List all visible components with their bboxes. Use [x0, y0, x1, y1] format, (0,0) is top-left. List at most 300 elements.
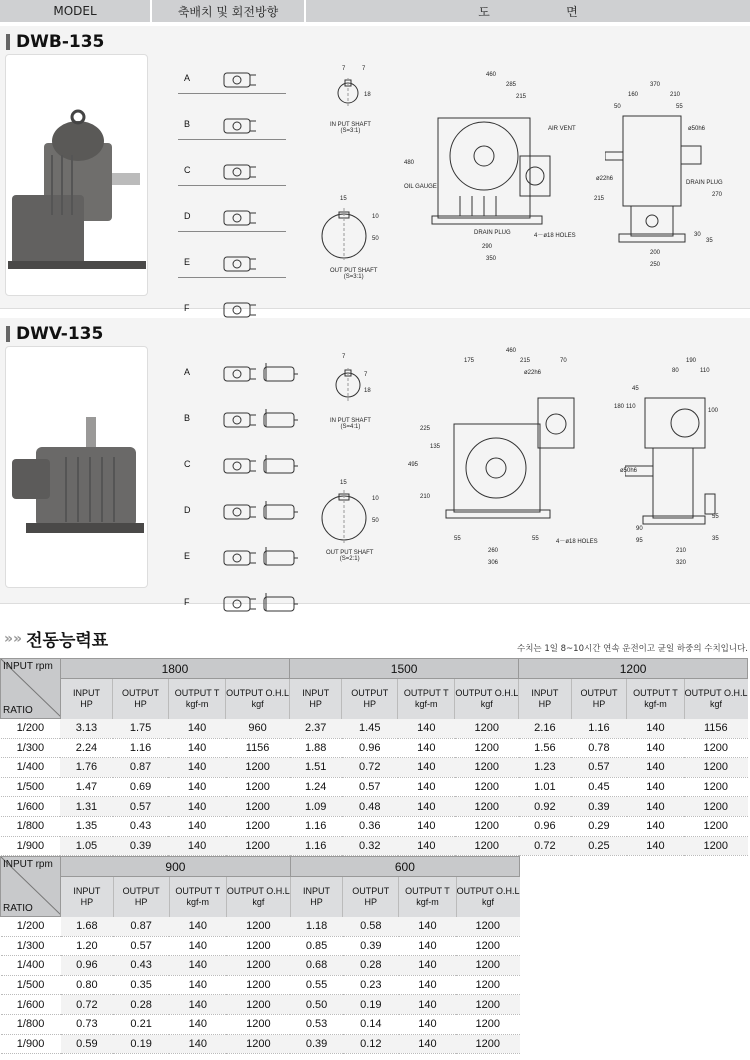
- table-cell: 1.16: [113, 738, 169, 758]
- table-row: [1, 975, 520, 995]
- dim: 210: [420, 494, 431, 500]
- table-cell: 0.48: [342, 797, 398, 817]
- ratio-cell: 1/600: [1, 797, 61, 817]
- arrangement-diagram: [220, 543, 300, 573]
- table-cell: 1200: [226, 1034, 290, 1054]
- rpm-group-header: 1200: [519, 659, 748, 679]
- table-cell: 1200: [226, 917, 290, 937]
- dim: 80: [672, 368, 679, 374]
- dwb-photo: [5, 54, 148, 296]
- dim: 15: [340, 480, 347, 486]
- table-cell: 140: [169, 995, 226, 1015]
- table-cell: 0.69: [113, 777, 169, 797]
- dim: 7: [342, 354, 346, 360]
- power-title: »» 전동능력표: [4, 630, 109, 651]
- dim: 35: [712, 536, 719, 542]
- dwv-front-view-drawing: [430, 368, 590, 548]
- table-cell: 0.32: [342, 836, 398, 856]
- dim: 10: [372, 496, 379, 502]
- table-cell: 0.72: [342, 758, 398, 778]
- dim: 200: [650, 250, 661, 256]
- column-subheader: OUTPUT HP: [113, 679, 169, 719]
- table-cell: 0.25: [571, 836, 627, 856]
- dim: 215: [516, 94, 527, 100]
- corner-top-label: INPUT rpm: [3, 859, 53, 870]
- note: OIL GAUGE: [404, 184, 437, 190]
- table-cell: 0.14: [343, 1014, 399, 1034]
- column-subheader: OUTPUT T kgf-m: [169, 877, 226, 917]
- arrangement-diagram: [220, 111, 260, 141]
- dwb-title: DWB-135: [6, 32, 104, 52]
- table-cell: 0.87: [113, 917, 169, 937]
- power-note: 수치는 1일 8~10시간 연속 운전이고 균일 하중의 수치입니다.: [516, 644, 748, 654]
- dim: ø22h6: [524, 370, 542, 376]
- table-cell: 0.87: [113, 758, 169, 778]
- table-cell: 0.59: [61, 1034, 114, 1054]
- dim: 35: [706, 238, 713, 244]
- ratio-cell: 1/900: [1, 836, 61, 856]
- table-cell: 0.39: [571, 797, 627, 817]
- ratio-cell: 1/600: [1, 995, 61, 1015]
- table-cell: 1200: [226, 758, 290, 778]
- dim: 55: [712, 514, 719, 520]
- table-cell: 2.24: [60, 738, 112, 758]
- dwb-front-view-drawing: [420, 76, 580, 276]
- dim: 210: [676, 548, 687, 554]
- table-cell: 1.05: [60, 836, 112, 856]
- column-subheader: OUTPUT O.H.L kgf: [684, 679, 747, 719]
- table-cell: 1200: [456, 956, 519, 976]
- dim: 90: [636, 526, 643, 532]
- divider: [178, 93, 286, 94]
- power-table-1: [0, 658, 748, 856]
- corner-bottom-label: RATIO: [3, 705, 33, 716]
- rpm-group-header: 1800: [60, 659, 289, 679]
- table-cell: 140: [169, 936, 226, 956]
- arrangement-label: B: [184, 413, 191, 423]
- table-cell: 0.55: [290, 975, 343, 995]
- table-cell: 2.37: [290, 719, 342, 739]
- table-row: [1, 777, 748, 797]
- arrangement-diagram: [220, 405, 300, 435]
- column-subheader: OUTPUT O.H.L kgf: [226, 877, 290, 917]
- arrangement-label: F: [184, 597, 190, 607]
- table-cell: 1.09: [290, 797, 342, 817]
- corner-top-label: INPUT rpm: [3, 661, 53, 672]
- table-cell: 1.68: [61, 917, 114, 937]
- ratio-cell: 1/800: [1, 816, 61, 836]
- table-cell: 140: [399, 956, 456, 976]
- dwb-input-shaft-label: IN PUT SHAFT (S=3:1): [330, 122, 371, 134]
- table-cell: 1200: [455, 719, 519, 739]
- power-table-2: [0, 856, 520, 1054]
- divider: [178, 231, 286, 232]
- dim: ø50h6: [620, 468, 638, 474]
- chevron-right-icon: »»: [4, 630, 23, 647]
- column-subheader: INPUT HP: [290, 877, 343, 917]
- table-cell: 140: [398, 797, 455, 817]
- arrangement-diagram: [220, 249, 260, 279]
- dim: ø50h6: [688, 126, 706, 132]
- rpm-group-header: 600: [290, 857, 519, 877]
- dim: 50: [372, 236, 379, 242]
- dwb-output-shaft-drawing: [318, 202, 378, 262]
- dim: 55: [532, 536, 539, 542]
- arrangement-diagram: [220, 497, 300, 527]
- dwb-input-shaft-drawing: [330, 66, 380, 116]
- table-cell: 1.31: [60, 797, 112, 817]
- table-cell: 1.16: [290, 816, 342, 836]
- corner-bottom-label: RATIO: [3, 903, 33, 914]
- table-row: [1, 738, 748, 758]
- dim: 320: [676, 560, 687, 566]
- divider: [178, 185, 286, 186]
- table-cell: 1200: [684, 816, 747, 836]
- dim: 7: [342, 66, 346, 72]
- dwv-title: DWV-135: [6, 324, 103, 344]
- dim: 260: [488, 548, 499, 554]
- table-cell: 1200: [226, 956, 290, 976]
- table-cell: 0.39: [290, 1034, 343, 1054]
- arrangement-diagram: [220, 203, 260, 233]
- dwv-photo: [5, 346, 148, 588]
- table-cell: 1.16: [571, 719, 627, 739]
- dim: 350: [486, 256, 497, 262]
- arrangement-diagram: [220, 359, 300, 389]
- table-cell: 0.68: [290, 956, 343, 976]
- column-subheader: OUTPUT T kgf-m: [627, 679, 684, 719]
- arrangement-label: C: [184, 165, 191, 175]
- table-cell: 0.23: [343, 975, 399, 995]
- table-cell: 1.51: [290, 758, 342, 778]
- dim: 460: [486, 72, 497, 78]
- table-cell: 140: [168, 738, 225, 758]
- dim: 7: [364, 372, 368, 378]
- table-cell: 960: [226, 719, 290, 739]
- arrangement-label: A: [184, 367, 191, 377]
- table-cell: 1200: [455, 797, 519, 817]
- table-cell: 140: [399, 917, 456, 937]
- header-model: MODEL: [0, 0, 150, 22]
- dim: 95: [636, 538, 643, 544]
- table-cell: 140: [399, 1014, 456, 1034]
- divider: [178, 139, 286, 140]
- dim: 7: [362, 66, 366, 72]
- table-cell: 1156: [226, 738, 290, 758]
- dim: 370: [650, 82, 661, 88]
- table-cell: 140: [398, 738, 455, 758]
- column-subheader: OUTPUT O.H.L kgf: [455, 679, 519, 719]
- dim: 495: [408, 462, 419, 468]
- table-cell: 140: [168, 758, 225, 778]
- column-subheader: OUTPUT HP: [113, 877, 169, 917]
- dim: ø22h6: [596, 176, 614, 182]
- table-cell: 1200: [456, 936, 519, 956]
- ratio-cell: 1/200: [1, 719, 61, 739]
- table-cell: 140: [627, 758, 684, 778]
- dim: 45: [632, 386, 639, 392]
- table-row: [1, 836, 748, 856]
- table-cell: 1200: [455, 738, 519, 758]
- dim: 290: [482, 244, 493, 250]
- dim: 18: [364, 92, 371, 98]
- note: DRAIN PLUG: [686, 180, 723, 186]
- dwb-panel: [0, 26, 750, 313]
- table-cell: 1200: [226, 816, 290, 836]
- table-row: [1, 1014, 520, 1034]
- column-subheader: OUTPUT T kgf-m: [398, 679, 455, 719]
- table-cell: 0.92: [519, 797, 571, 817]
- table-cell: 1200: [684, 758, 747, 778]
- table-cell: 0.57: [113, 797, 169, 817]
- table-cell: 0.57: [113, 936, 169, 956]
- table-cell: 1.45: [342, 719, 398, 739]
- table-cell: 0.43: [113, 816, 169, 836]
- dim: 55: [454, 536, 461, 542]
- table-cell: 1.35: [60, 816, 112, 836]
- dwv-panel: [0, 318, 750, 607]
- table-cell: 0.28: [113, 995, 169, 1015]
- dim: 15: [340, 196, 347, 202]
- table-cell: 0.53: [290, 1014, 343, 1034]
- table-cell: 1200: [226, 777, 290, 797]
- table-row: [1, 758, 748, 778]
- dim: 250: [650, 262, 661, 268]
- table-cell: 1.18: [290, 917, 343, 937]
- table-cell: 0.85: [290, 936, 343, 956]
- dim: 70: [560, 358, 567, 364]
- ratio-cell: 1/300: [1, 936, 61, 956]
- dwb-output-shaft-label: OUT PUT SHAFT (S=3:1): [330, 268, 378, 280]
- column-subheader: INPUT HP: [290, 679, 342, 719]
- table-row: [1, 797, 748, 817]
- ratio-cell: 1/400: [1, 758, 61, 778]
- table-row: [1, 995, 520, 1015]
- divider: [178, 277, 286, 278]
- table-cell: 0.35: [113, 975, 169, 995]
- table-cell: 140: [627, 719, 684, 739]
- column-subheader: OUTPUT O.H.L kgf: [226, 679, 290, 719]
- ratio-cell: 1/300: [1, 738, 61, 758]
- table-cell: 0.21: [113, 1014, 169, 1034]
- table-row: [1, 816, 748, 836]
- table-cell: 140: [398, 777, 455, 797]
- dim: 270: [712, 192, 723, 198]
- arrangement-label: D: [184, 211, 191, 221]
- table-cell: 0.72: [519, 836, 571, 856]
- table-cell: 1200: [684, 797, 747, 817]
- table-cell: 0.29: [571, 816, 627, 836]
- table-cell: 1200: [226, 995, 290, 1015]
- dim: 50: [372, 518, 379, 524]
- table-cell: 1200: [455, 777, 519, 797]
- table-cell: 140: [627, 738, 684, 758]
- table-cell: 140: [169, 917, 226, 937]
- table-cell: 1200: [456, 975, 519, 995]
- column-subheader: INPUT HP: [60, 679, 112, 719]
- rpm-group-header: 900: [61, 857, 291, 877]
- ratio-cell: 1/900: [1, 1034, 61, 1054]
- table-cell: 0.96: [519, 816, 571, 836]
- table-cell: 1200: [226, 936, 290, 956]
- dim: 215: [520, 358, 531, 364]
- dwv-side-view-drawing: [625, 378, 725, 548]
- table-cell: 140: [168, 836, 225, 856]
- table-cell: 140: [627, 797, 684, 817]
- dim: 50: [614, 104, 621, 110]
- table-cell: 1156: [684, 719, 747, 739]
- table-cell: 1200: [684, 738, 747, 758]
- column-subheader: OUTPUT O.H.L kgf: [456, 877, 519, 917]
- dim: 110: [626, 404, 636, 410]
- table-cell: 140: [168, 816, 225, 836]
- dim: 100: [708, 408, 719, 414]
- table-cell: 140: [398, 719, 455, 739]
- table-cell: 0.96: [342, 738, 398, 758]
- table-cell: 0.57: [571, 758, 627, 778]
- rpm-group-header: 1500: [290, 659, 519, 679]
- dim: 30: [694, 232, 701, 238]
- column-subheader: OUTPUT T kgf-m: [399, 877, 456, 917]
- table-cell: 0.19: [113, 1034, 169, 1054]
- table-cell: 140: [398, 836, 455, 856]
- arrangement-diagram: [220, 451, 300, 481]
- table-cell: 1.75: [113, 719, 169, 739]
- table-cell: 0.19: [343, 995, 399, 1015]
- header-direction: 축배치 및 회전방향: [152, 0, 304, 22]
- table-cell: 140: [398, 758, 455, 778]
- table-cell: 0.96: [61, 956, 114, 976]
- table-cell: 1200: [456, 1014, 519, 1034]
- dim: 160: [628, 92, 639, 98]
- dim: 190: [686, 358, 697, 364]
- table-cell: 1200: [226, 836, 290, 856]
- table-cell: 0.78: [571, 738, 627, 758]
- table-cell: 1200: [456, 1034, 519, 1054]
- table-cell: 2.16: [519, 719, 571, 739]
- table-cell: 0.39: [113, 836, 169, 856]
- column-header-bar: [0, 0, 750, 22]
- table-row: [1, 936, 520, 956]
- table-cell: 1200: [456, 917, 519, 937]
- ratio-cell: 1/800: [1, 1014, 61, 1034]
- dim: 285: [506, 82, 517, 88]
- dim: 225: [420, 426, 431, 432]
- table-cell: 0.73: [61, 1014, 114, 1034]
- dim: 215: [594, 196, 605, 202]
- dim: 210: [670, 92, 681, 98]
- column-subheader: OUTPUT HP: [343, 877, 399, 917]
- note: AIR VENT: [548, 126, 576, 132]
- dim: 55: [676, 104, 683, 110]
- table-cell: 1200: [226, 797, 290, 817]
- table-cell: 0.43: [113, 956, 169, 976]
- table-cell: 1200: [455, 816, 519, 836]
- dim: 175: [464, 358, 475, 364]
- arrangement-label: C: [184, 459, 191, 469]
- column-subheader: INPUT HP: [519, 679, 571, 719]
- arrangement-label: B: [184, 119, 191, 129]
- note: 4－ø18 HOLES: [556, 539, 598, 545]
- arrangement-label: A: [184, 73, 191, 83]
- table-cell: 0.72: [61, 995, 114, 1015]
- dim: 180: [614, 404, 625, 410]
- ratio-cell: 1/200: [1, 917, 61, 937]
- table-cell: 0.36: [342, 816, 398, 836]
- column-subheader: OUTPUT T kgf-m: [168, 679, 225, 719]
- table-cell: 140: [168, 777, 225, 797]
- table-cell: 140: [627, 836, 684, 856]
- table-cell: 1.01: [519, 777, 571, 797]
- table-cell: 1200: [226, 975, 290, 995]
- table-cell: 0.39: [343, 936, 399, 956]
- dwv-input-shaft-drawing: [330, 358, 380, 408]
- table-cell: 1200: [684, 777, 747, 797]
- table-cell: 1200: [455, 836, 519, 856]
- table-row: [1, 956, 520, 976]
- header-drawing: 도 면: [306, 0, 750, 22]
- dwv-output-shaft-drawing: [318, 486, 378, 546]
- table-cell: 140: [168, 719, 225, 739]
- table-cell: 1.56: [519, 738, 571, 758]
- table-row: [1, 917, 520, 937]
- table-cell: 1.24: [290, 777, 342, 797]
- table-cell: 140: [168, 797, 225, 817]
- table-cell: 140: [399, 1034, 456, 1054]
- dim: 480: [404, 160, 415, 166]
- table-cell: 1.23: [519, 758, 571, 778]
- table-corner: [1, 659, 61, 719]
- note: DRAIN PLUG: [474, 230, 511, 236]
- table-cell: 140: [399, 995, 456, 1015]
- table-row: [1, 719, 748, 739]
- arrangement-diagram: [220, 589, 300, 619]
- column-subheader: OUTPUT HP: [342, 679, 398, 719]
- dim: 460: [506, 348, 517, 354]
- note: 4－ø18 HOLES: [534, 233, 576, 239]
- table-cell: 1200: [455, 758, 519, 778]
- table-row: [1, 1034, 520, 1054]
- arrangement-label: F: [184, 303, 190, 313]
- table-cell: 140: [398, 816, 455, 836]
- table-cell: 1.16: [290, 836, 342, 856]
- arrangement-diagram: [220, 65, 260, 95]
- dim: 10: [372, 214, 379, 220]
- arrangement-label: E: [184, 257, 191, 267]
- table-cell: 0.50: [290, 995, 343, 1015]
- table-cell: 1.47: [60, 777, 112, 797]
- table-cell: 1200: [684, 836, 747, 856]
- table-cell: 0.45: [571, 777, 627, 797]
- table-cell: 140: [399, 936, 456, 956]
- ratio-cell: 1/400: [1, 956, 61, 976]
- table-cell: 140: [169, 956, 226, 976]
- dim: 18: [364, 388, 371, 394]
- dwv-input-shaft-label: IN PUT SHAFT (S=4:1): [330, 418, 371, 430]
- arrangement-diagram: [220, 157, 260, 187]
- table-cell: 140: [169, 975, 226, 995]
- table-cell: 0.80: [61, 975, 114, 995]
- table-cell: 0.28: [343, 956, 399, 976]
- table-cell: 140: [399, 975, 456, 995]
- table-cell: 1200: [456, 995, 519, 1015]
- dwv-output-shaft-label: OUT PUT SHAFT (S=2:1): [326, 550, 374, 562]
- table-cell: 1200: [226, 1014, 290, 1034]
- table-cell: 1.88: [290, 738, 342, 758]
- table-cell: 140: [169, 1014, 226, 1034]
- table-cell: 0.57: [342, 777, 398, 797]
- table-cell: 1.20: [61, 936, 114, 956]
